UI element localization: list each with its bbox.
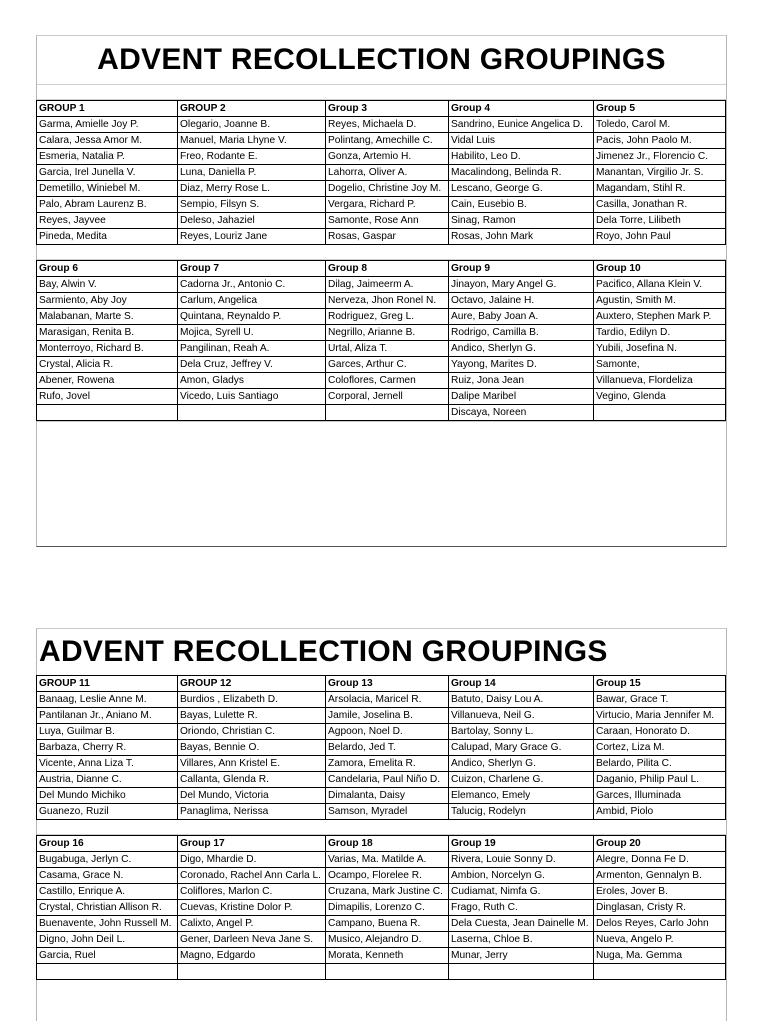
table-row bbox=[37, 772, 726, 788]
member-cell: Digo, Mhardie D. bbox=[178, 852, 326, 868]
table-row bbox=[37, 964, 726, 980]
member-cell: Sandrino, Eunice Angelica D. bbox=[449, 117, 594, 133]
member-cell: Dinglasan, Cristy R. bbox=[594, 900, 726, 916]
member-cell: Octavo, Jalaine H. bbox=[449, 293, 594, 309]
member-cell: Villanueva, Neil G. bbox=[449, 708, 594, 724]
table-row bbox=[37, 708, 726, 724]
member-cell: Vergara, Richard P. bbox=[326, 197, 449, 213]
member-cell: Rodriguez, Greg L. bbox=[326, 309, 449, 325]
member-cell: Casama, Grace N. bbox=[37, 868, 178, 884]
spacer-row bbox=[37, 245, 726, 260]
member-cell: Reyes, Louriz Jane bbox=[178, 229, 326, 245]
group-header: Group 20 bbox=[594, 836, 726, 852]
member-cell: Digno, John Deil L. bbox=[37, 932, 178, 948]
sheet-title: ADVENT RECOLLECTION GROUPINGS bbox=[97, 43, 666, 76]
member-cell: Abener, Rowena bbox=[37, 373, 178, 389]
member-cell: Palo, Abram Laurenz B. bbox=[37, 197, 178, 213]
member-cell: Elemanco, Emely bbox=[449, 788, 594, 804]
member-cell: Garces, Arthur C. bbox=[326, 357, 449, 373]
member-cell: Barbaza, Cherry R. bbox=[37, 740, 178, 756]
member-cell: Garma, Amielle Joy P. bbox=[37, 117, 178, 133]
member-cell: Austria, Dianne C. bbox=[37, 772, 178, 788]
member-cell: Pineda, Medita bbox=[37, 229, 178, 245]
member-cell: Rivera, Louie Sonny D. bbox=[449, 852, 594, 868]
member-cell: Sarmiento, Aby Joy bbox=[37, 293, 178, 309]
member-cell: Delos Reyes, Carlo John bbox=[594, 916, 726, 932]
member-cell: Buenavente, John Russell M. bbox=[37, 916, 178, 932]
member-cell: Bayas, Bennie O. bbox=[178, 740, 326, 756]
group-header: Group 16 bbox=[37, 836, 178, 852]
member-cell: Alegre, Donna Fe D. bbox=[594, 852, 726, 868]
group-header: Group 3 bbox=[326, 101, 449, 117]
member-cell: Bayas, Lulette R. bbox=[178, 708, 326, 724]
group-header: GROUP 12 bbox=[178, 676, 326, 692]
member-cell: Agustin, Smith M. bbox=[594, 293, 726, 309]
table-row bbox=[37, 916, 726, 932]
member-cell: Cuevas, Kristine Dolor P. bbox=[178, 900, 326, 916]
member-cell: Rodrigo, Camilla B. bbox=[449, 325, 594, 341]
member-cell: Bay, Alwin V. bbox=[37, 277, 178, 293]
group-header: Group 6 bbox=[37, 261, 178, 277]
group-header: GROUP 2 bbox=[178, 101, 326, 117]
table-row bbox=[37, 756, 726, 772]
member-cell: Del Mundo Michiko bbox=[37, 788, 178, 804]
member-cell: Vicente, Anna Liza T. bbox=[37, 756, 178, 772]
group-header: Group 7 bbox=[178, 261, 326, 277]
member-cell: Cruzana, Mark Justine C. bbox=[326, 884, 449, 900]
table-row bbox=[37, 788, 726, 804]
member-cell: Talucig, Rodelyn bbox=[449, 804, 594, 820]
group-header: Group 17 bbox=[178, 836, 326, 852]
member-cell: Ambion, Norcelyn G. bbox=[449, 868, 594, 884]
group-table bbox=[36, 675, 726, 820]
member-cell: Rosas, Gaspar bbox=[326, 229, 449, 245]
member-cell: Marasigan, Renita B. bbox=[37, 325, 178, 341]
group-header: GROUP 11 bbox=[37, 676, 178, 692]
member-cell: Diaz, Merry Rose L. bbox=[178, 181, 326, 197]
table-row bbox=[37, 197, 726, 213]
group-header: Group 4 bbox=[449, 101, 594, 117]
group-header: Group 13 bbox=[326, 676, 449, 692]
member-cell: Vegino, Glenda bbox=[594, 389, 726, 405]
member-cell: Sempio, Filsyn S. bbox=[178, 197, 326, 213]
member-cell: Reyes, Michaela D. bbox=[326, 117, 449, 133]
member-cell: Callanta, Glenda R. bbox=[178, 772, 326, 788]
member-cell: Morata, Kenneth bbox=[326, 948, 449, 964]
member-cell: Castillo, Enrique A. bbox=[37, 884, 178, 900]
member-cell: Crystal, Christian Allison R. bbox=[37, 900, 178, 916]
member-cell: Aure, Baby Joan A. bbox=[449, 309, 594, 325]
member-cell: Burdios , Elizabeth D. bbox=[178, 692, 326, 708]
member-cell: Lescano, George G. bbox=[449, 181, 594, 197]
member-cell: Yubili, Josefina N. bbox=[594, 341, 726, 357]
member-cell: Coliflores, Marlon C. bbox=[178, 884, 326, 900]
member-cell bbox=[594, 405, 726, 421]
member-cell: Candelaria, Paul Niño D. bbox=[326, 772, 449, 788]
member-cell: Amon, Gladys bbox=[178, 373, 326, 389]
member-cell: Dalipe Maribel bbox=[449, 389, 594, 405]
sheet-title-row bbox=[37, 36, 726, 85]
group-table bbox=[36, 260, 726, 421]
grouping-sheet-2 bbox=[36, 628, 727, 1021]
member-cell bbox=[178, 405, 326, 421]
member-cell: Olegario, Joanne B. bbox=[178, 117, 326, 133]
member-cell: Calupad, Mary Grace G. bbox=[449, 740, 594, 756]
member-cell: Daganio, Philip Paul L. bbox=[594, 772, 726, 788]
member-cell: Calixto, Angel P. bbox=[178, 916, 326, 932]
member-cell: Gonza, Artemio H. bbox=[326, 149, 449, 165]
table-row bbox=[37, 325, 726, 341]
member-cell: Freo, Rodante E. bbox=[178, 149, 326, 165]
member-cell: Ruiz, Jona Jean bbox=[449, 373, 594, 389]
member-cell: Bugabuga, Jerlyn C. bbox=[37, 852, 178, 868]
member-cell: Gener, Darleen Neva Jane S. bbox=[178, 932, 326, 948]
member-cell: Samson, Myradel bbox=[326, 804, 449, 820]
member-cell: Casilla, Jonathan R. bbox=[594, 197, 726, 213]
member-cell: Laserna, Chloe B. bbox=[449, 932, 594, 948]
group-header: Group 18 bbox=[326, 836, 449, 852]
table-row bbox=[37, 293, 726, 309]
table-row bbox=[37, 373, 726, 389]
member-cell: Agpoon, Noel D. bbox=[326, 724, 449, 740]
member-cell: Coronado, Rachel Ann Carla L. bbox=[178, 868, 326, 884]
member-cell: Cadorna Jr., Antonio C. bbox=[178, 277, 326, 293]
table-row bbox=[37, 948, 726, 964]
member-cell: Rufo, Jovel bbox=[37, 389, 178, 405]
member-cell: Cain, Eusebio B. bbox=[449, 197, 594, 213]
member-cell: Luna, Daniella P. bbox=[178, 165, 326, 181]
member-cell: Musico, Alejandro D. bbox=[326, 932, 449, 948]
member-cell: Demetillo, Winiebel M. bbox=[37, 181, 178, 197]
member-cell: Yayong, Marites D. bbox=[449, 357, 594, 373]
member-cell: Pacifico, Allana Klein V. bbox=[594, 277, 726, 293]
member-cell: Nueva, Angelo P. bbox=[594, 932, 726, 948]
table-row bbox=[37, 692, 726, 708]
member-cell: Mojica, Syrell U. bbox=[178, 325, 326, 341]
member-cell: Del Mundo, Victoria bbox=[178, 788, 326, 804]
member-cell bbox=[594, 964, 726, 980]
member-cell: Auxtero, Stephen Mark P. bbox=[594, 309, 726, 325]
member-cell: Jinayon, Mary Angel G. bbox=[449, 277, 594, 293]
member-cell: Dela Torre, Lilibeth bbox=[594, 213, 726, 229]
member-cell: Manantan, Virgilio Jr. S. bbox=[594, 165, 726, 181]
member-cell: Nuga, Ma. Gemma bbox=[594, 948, 726, 964]
member-cell: Negrillo, Arianne B. bbox=[326, 325, 449, 341]
table-row bbox=[37, 804, 726, 820]
member-cell bbox=[326, 405, 449, 421]
member-cell: Ambid, Piolo bbox=[594, 804, 726, 820]
member-cell: Arsolacia, Maricel R. bbox=[326, 692, 449, 708]
table-row bbox=[37, 932, 726, 948]
member-cell: Dogelio, Christine Joy M. bbox=[326, 181, 449, 197]
member-cell: Urtal, Aliza T. bbox=[326, 341, 449, 357]
member-cell: Nerveza, Jhon Ronel N. bbox=[326, 293, 449, 309]
group-header-row bbox=[37, 261, 726, 277]
member-cell: Corporal, Jernell bbox=[326, 389, 449, 405]
group-header: Group 10 bbox=[594, 261, 726, 277]
member-cell: Oriondo, Christian C. bbox=[178, 724, 326, 740]
table-row bbox=[37, 165, 726, 181]
table-row bbox=[37, 229, 726, 245]
member-cell: Jamile, Joselina B. bbox=[326, 708, 449, 724]
table-row bbox=[37, 405, 726, 421]
member-cell: Cortez, Liza M. bbox=[594, 740, 726, 756]
group-header: Group 14 bbox=[449, 676, 594, 692]
member-cell: Dilag, Jaimeerm A. bbox=[326, 277, 449, 293]
member-cell: Royo, John Paul bbox=[594, 229, 726, 245]
member-cell: Rosas, John Mark bbox=[449, 229, 594, 245]
member-cell: Esmeria, Natalia P. bbox=[37, 149, 178, 165]
member-cell: Dimapilis, Lorenzo C. bbox=[326, 900, 449, 916]
member-cell: Habilito, Leo D. bbox=[449, 149, 594, 165]
group-header-row bbox=[37, 101, 726, 117]
table-row bbox=[37, 357, 726, 373]
table-row bbox=[37, 900, 726, 916]
table-row bbox=[37, 117, 726, 133]
member-cell bbox=[178, 964, 326, 980]
member-cell: Discaya, Noreen bbox=[449, 405, 594, 421]
member-cell: Belardo, Pilita C. bbox=[594, 756, 726, 772]
member-cell: Lahorra, Oliver A. bbox=[326, 165, 449, 181]
member-cell: Dela Cruz, Jeffrey V. bbox=[178, 357, 326, 373]
member-cell: Polintang, Amechille C. bbox=[326, 133, 449, 149]
member-cell: Villares, Ann Kristel E. bbox=[178, 756, 326, 772]
group-header: GROUP 1 bbox=[37, 101, 178, 117]
member-cell: Tardio, Edilyn D. bbox=[594, 325, 726, 341]
member-cell: Belardo, Jed T. bbox=[326, 740, 449, 756]
member-cell: Cuizon, Charlene G. bbox=[449, 772, 594, 788]
member-cell: Magandam, Stihl R. bbox=[594, 181, 726, 197]
member-cell: Carlum, Angelica bbox=[178, 293, 326, 309]
member-cell: Eroles, Jover B. bbox=[594, 884, 726, 900]
member-cell: Samonte, Rose Ann bbox=[326, 213, 449, 229]
table-row bbox=[37, 724, 726, 740]
group-header-row bbox=[37, 836, 726, 852]
member-cell: Vicedo, Luis Santiago bbox=[178, 389, 326, 405]
member-cell: Munar, Jerry bbox=[449, 948, 594, 964]
member-cell: Bawar, Grace T. bbox=[594, 692, 726, 708]
spacer-row bbox=[37, 85, 726, 100]
member-cell bbox=[37, 405, 178, 421]
grouping-sheet-1 bbox=[36, 35, 727, 547]
empty-area bbox=[37, 421, 726, 546]
group-header: Group 8 bbox=[326, 261, 449, 277]
member-cell: Villanueva, Flordeliza bbox=[594, 373, 726, 389]
member-cell: Coloflores, Carmen bbox=[326, 373, 449, 389]
member-cell: Garcia, Ruel bbox=[37, 948, 178, 964]
member-cell: Calara, Jessa Amor M. bbox=[37, 133, 178, 149]
member-cell: Dimalanta, Daisy bbox=[326, 788, 449, 804]
group-header: Group 9 bbox=[449, 261, 594, 277]
member-cell: Toledo, Carol M. bbox=[594, 117, 726, 133]
member-cell: Armenton, Gennalyn B. bbox=[594, 868, 726, 884]
group-header: Group 19 bbox=[449, 836, 594, 852]
spacer-row bbox=[37, 820, 726, 835]
member-cell: Jimenez Jr., Florencio C. bbox=[594, 149, 726, 165]
table-row bbox=[37, 868, 726, 884]
group-table bbox=[36, 100, 726, 245]
table-row bbox=[37, 181, 726, 197]
member-cell: Garces, Illuminada bbox=[594, 788, 726, 804]
table-row bbox=[37, 149, 726, 165]
member-cell: Magno, Edgardo bbox=[178, 948, 326, 964]
group-header: Group 5 bbox=[594, 101, 726, 117]
member-cell: Cudiamat, Nimfa G. bbox=[449, 884, 594, 900]
member-cell: Crystal, Alicia R. bbox=[37, 357, 178, 373]
sheet-title: ADVENT RECOLLECTION GROUPINGS bbox=[39, 635, 608, 668]
member-cell: Frago, Ruth C. bbox=[449, 900, 594, 916]
member-cell: Manuel, Maria Lhyne V. bbox=[178, 133, 326, 149]
member-cell: Andico, Sherlyn G. bbox=[449, 756, 594, 772]
member-cell: Batuto, Daisy Lou A. bbox=[449, 692, 594, 708]
group-header: Group 15 bbox=[594, 676, 726, 692]
table-row bbox=[37, 133, 726, 149]
member-cell: Garcia, Irel Junella V. bbox=[37, 165, 178, 181]
member-cell: Vidal Luis bbox=[449, 133, 594, 149]
member-cell: Ocampo, Florelee R. bbox=[326, 868, 449, 884]
member-cell: Reyes, Jayvee bbox=[37, 213, 178, 229]
member-cell: Macalindong, Belinda R. bbox=[449, 165, 594, 181]
sheet-title-row bbox=[37, 629, 726, 675]
member-cell: Banaag, Leslie Anne M. bbox=[37, 692, 178, 708]
member-cell: Andico, Sherlyn G. bbox=[449, 341, 594, 357]
group-header-row bbox=[37, 676, 726, 692]
member-cell bbox=[37, 964, 178, 980]
member-cell bbox=[326, 964, 449, 980]
table-row bbox=[37, 852, 726, 868]
member-cell: Caraan, Honorato D. bbox=[594, 724, 726, 740]
member-cell: Varias, Ma. Matilde A. bbox=[326, 852, 449, 868]
member-cell: Quintana, Reynaldo P. bbox=[178, 309, 326, 325]
member-cell: Panaglima, Nerissa bbox=[178, 804, 326, 820]
table-row bbox=[37, 884, 726, 900]
table-row bbox=[37, 277, 726, 293]
table-row bbox=[37, 740, 726, 756]
member-cell: Virtucio, Maria Jennifer M. bbox=[594, 708, 726, 724]
member-cell: Luya, Guilmar B. bbox=[37, 724, 178, 740]
group-table bbox=[36, 835, 726, 980]
member-cell: Pangilinan, Reah A. bbox=[178, 341, 326, 357]
table-row bbox=[37, 389, 726, 405]
member-cell: Pacis, John Paolo M. bbox=[594, 133, 726, 149]
member-cell: Sinag, Ramon bbox=[449, 213, 594, 229]
member-cell: Zamora, Emelita R. bbox=[326, 756, 449, 772]
member-cell: Bartolay, Sonny L. bbox=[449, 724, 594, 740]
member-cell bbox=[449, 964, 594, 980]
member-cell: Malabanan, Marte S. bbox=[37, 309, 178, 325]
member-cell: Monterroyo, Richard B. bbox=[37, 341, 178, 357]
member-cell: Samonte, bbox=[594, 357, 726, 373]
member-cell: Campano, Buena R. bbox=[326, 916, 449, 932]
member-cell: Deleso, Jahaziel bbox=[178, 213, 326, 229]
table-row bbox=[37, 341, 726, 357]
member-cell: Pantilanan Jr., Aniano M. bbox=[37, 708, 178, 724]
member-cell: Guanezo, Ruzil bbox=[37, 804, 178, 820]
member-cell: Dela Cuesta, Jean Dainelle M. bbox=[449, 916, 594, 932]
table-row bbox=[37, 309, 726, 325]
table-row bbox=[37, 213, 726, 229]
